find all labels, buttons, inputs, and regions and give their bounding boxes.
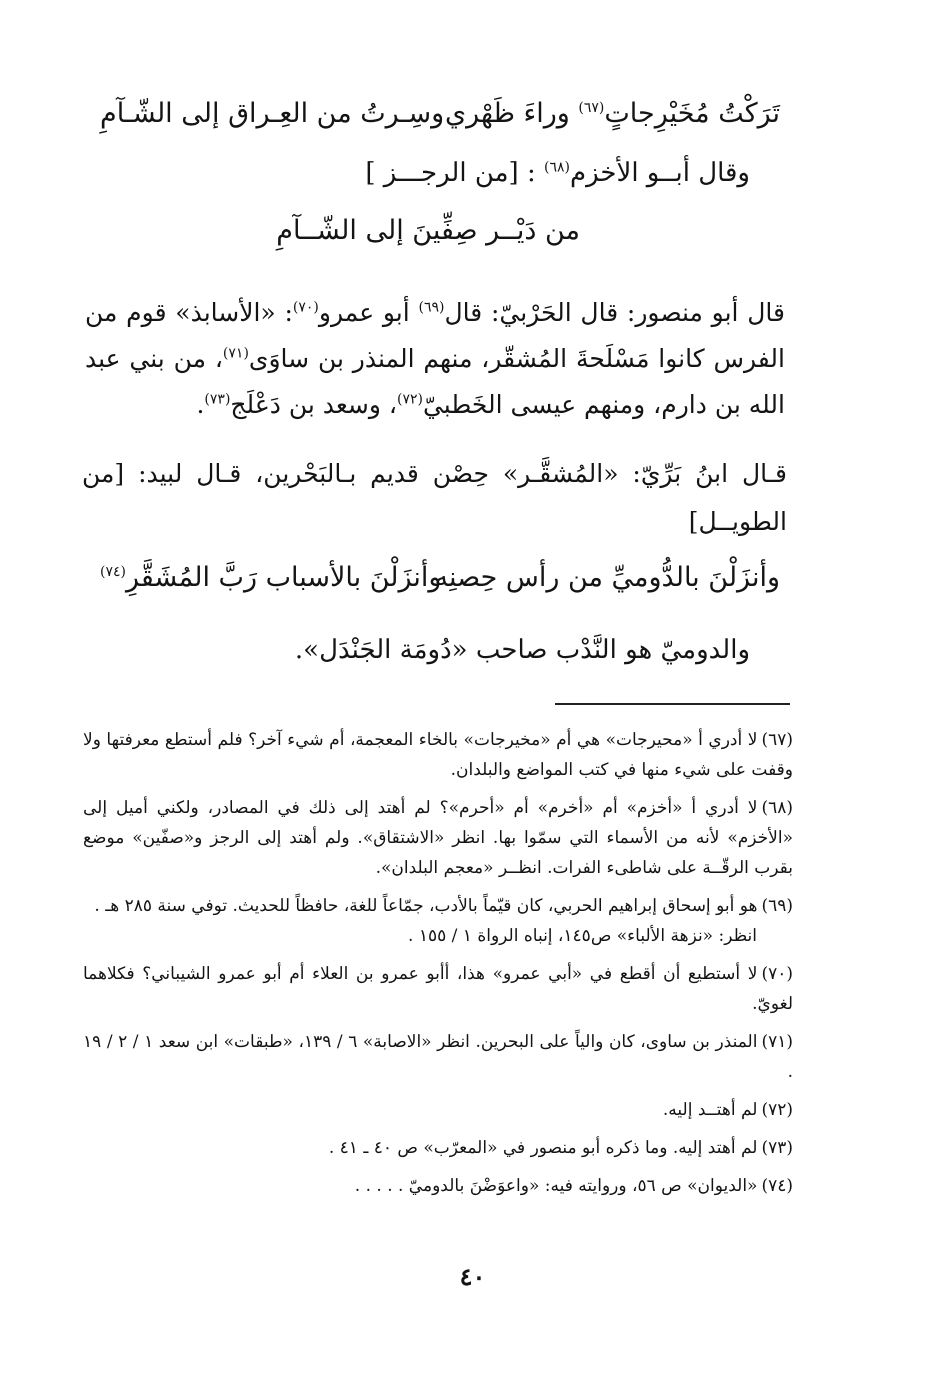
footnote-number: (٧٠) — [761, 964, 793, 984]
verse-1-h1-text: تَرَكْتُ مُخَيْرِجاتٍ — [604, 98, 780, 129]
para-1-part-5: ، وسعد بن دَعْلَج — [230, 390, 397, 419]
verse-3-hemistich-2 — [100, 562, 441, 593]
verse-1-h1-tail: وراءَ ظَهْري — [444, 98, 579, 129]
footnote-ref-73[interactable]: (٧٣) — [204, 391, 231, 408]
footnote-number: (٧٣) — [761, 1138, 793, 1158]
footnote-number: (٧٢) — [761, 1100, 793, 1120]
dumi-explanation: والدوميّ هو النَّدْب صاحب «دُومَة الجَنْدَل». — [294, 635, 750, 665]
footnote-ref-68[interactable]: (٦٨) — [543, 159, 570, 176]
para-1-part-3: : «الأسابذ» قوم من الفرس كانوا مَسْلَحةَ المُشقّر، منهم المنذر بن ساوَى — [85, 298, 785, 373]
verse-1-hemistich-2: وسِـرتُ من العِـراق إلى الشّـآمِ — [100, 98, 445, 129]
para-1-part-1: قال أبو منصور: قال الحَرْبيّ: قال — [444, 298, 785, 327]
intro-abu-alakhzam — [365, 158, 750, 188]
footnote-73 — [83, 1133, 793, 1163]
footnote-72 — [83, 1095, 793, 1125]
footnote-number: (٦٩) — [761, 896, 793, 916]
para-1-part-6: . — [196, 390, 205, 419]
footnote-ref-72[interactable]: (٧٢) — [396, 391, 423, 408]
footnotes — [83, 725, 793, 1209]
verse-2: من دَيْــر صِفِّينَ إلى الشّــآمِ — [276, 215, 580, 246]
footnote-separator — [555, 703, 790, 705]
footnote-ref-67[interactable]: (٦٧) — [578, 100, 605, 116]
footnote-text: المنذر بن ساوى، كان والياً على البحرين. انظر «الاصابة» ٦ / ١٣٩، «طبقات» ابن سعد ١ / ٢ / ١٩ . — [83, 1032, 793, 1082]
footnote-number: (٦٧) — [761, 730, 793, 750]
footnote-text: هو أبو إسحاق إبراهيم الحربي، كان قيّماً بالأدب، جمّاعاً للغة، حافظاً للحديث. توفي سنة ٢٨٥ هـ . — [94, 896, 758, 916]
footnote-ref-74[interactable]: (٧٤) — [100, 564, 126, 580]
verse-3-hemistich-1: وأنزَلْنَ بالدُّوميِّ من رأس حِصنِه — [434, 562, 780, 593]
footnote-text: لم أهتد إليه. وما ذكره أبو منصور في «المعرّب» ص ٤٠ ـ ٤١ . — [328, 1138, 758, 1158]
verse-3-h2-text: وأنزَلْنَ بالأسباب رَبَّ المُشَقَّرِ — [125, 562, 442, 593]
meter-label: : [من الرجـــز ] — [365, 158, 544, 188]
footnote-text: «الديوان» ص ٥٦، وروايته فيه: «واعوَضْنَ بالدوميّ . . . . . — [354, 1176, 758, 1196]
verse-1-hemistich-1 — [445, 98, 780, 129]
footnote-68 — [83, 793, 793, 883]
verse-3 — [100, 562, 780, 593]
footnote-ref-70[interactable]: (٧٠) — [292, 299, 319, 316]
footnote-text: لم أهتــد إليه. — [662, 1100, 758, 1120]
para-1-part-2: أبو عمرو — [318, 298, 419, 327]
footnote-69-sources: انظر: «نزهة الألباء» ص١٤٥، إنباه الرواة ١ / ١٥٥ . — [408, 926, 757, 946]
footnote-71 — [83, 1027, 793, 1087]
paragraph-ibn-barri: قـال ابنُ بَرِّيّ: «المُشقَّـر» حِصْن قديم بـالبَحْرين، قـال لبيد: [من الطويــل] — [82, 459, 787, 536]
footnote-67 — [83, 725, 793, 785]
footnote-70 — [83, 959, 793, 1019]
page-number: ٤٠ — [459, 1262, 486, 1291]
paragraph-abu-mansur — [85, 290, 785, 428]
verse-1 — [100, 98, 780, 129]
para-1-part-4: ، من بني عبد الله بن دارم، ومنهم عيسى الخَطبيّ — [85, 344, 785, 419]
footnote-text: لا أستطيع أن أقطع في «أبي عمرو» هذا، أأبو عمرو بن العلاء أم أبو عمرو الشيباني؟ فكلاهما لغويّ. — [83, 964, 793, 1014]
footnote-ref-69[interactable]: (٦٩) — [418, 299, 445, 316]
footnote-text: لا أدري أ «أخزم» أم «أخرم» أم «أحرم»؟ لم أهتد إلى ذلك في المصادر، ولكني أميل إلى «الأخزم» لأنه من الأسماء التي سمّوا بها. انظر «الاشتقاق». ولم أهتد إلى الرجز و«صفّين» موضع بقرب الرقّــة على شاطىء الفرات. انظــر «معجم البلدان». — [83, 798, 793, 878]
footnote-ref-71[interactable]: (٧١) — [222, 345, 249, 362]
footnote-number: (٧١) — [761, 1032, 793, 1052]
footnote-number: (٦٨) — [761, 798, 793, 818]
footnote-number: (٧٤) — [761, 1176, 793, 1196]
intro-2-text: وقال أبــو الأخزم — [569, 158, 750, 188]
footnote-74 — [83, 1171, 793, 1201]
footnote-text: لا أدري أ «محيرجات» هي أم «مخيرجات» بالخاء المعجمة، أم شيء آخر؟ فلم أستطع معرفتها ولا وقفت على شيء منها في كتب المواضع والبلدان. — [83, 730, 793, 780]
footnote-69 — [83, 891, 793, 951]
